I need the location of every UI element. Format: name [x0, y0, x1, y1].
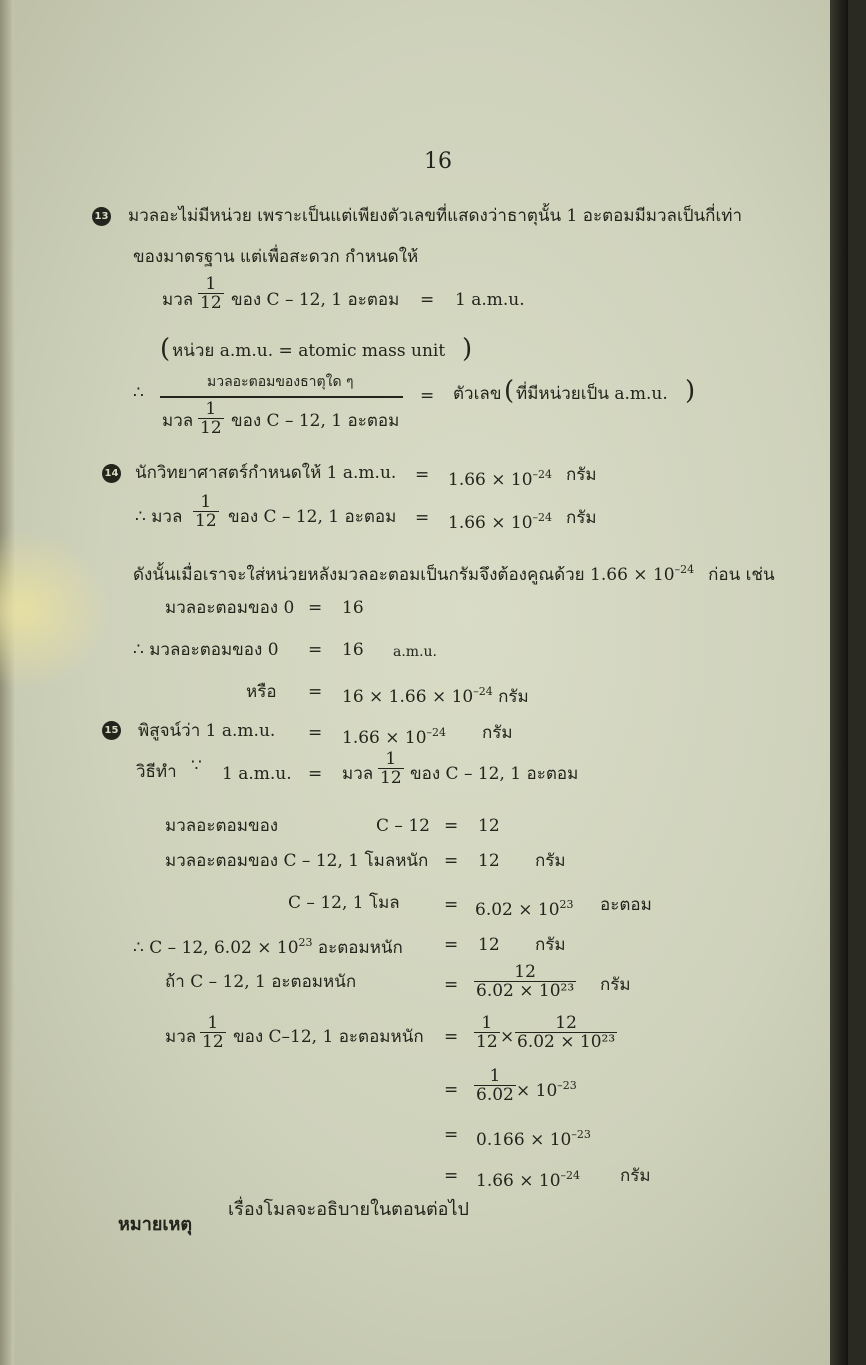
fraction-numerator: 1 — [205, 399, 217, 419]
fraction-numerator: 1 — [385, 749, 397, 769]
fraction-numerator: 1 — [481, 1013, 493, 1033]
equals-sign: = — [444, 1125, 459, 1145]
page-edge-shadow — [830, 0, 848, 1365]
fraction-denominator: 12 — [476, 1032, 498, 1052]
ratio-fraction-bar — [160, 396, 403, 398]
example-2-label: ∴ มวลอะตอมของ 0 — [133, 640, 279, 660]
page-number: 16 — [424, 149, 452, 174]
ratio-result: ตัวเลข — [453, 384, 502, 404]
fraction-numerator: 12 — [555, 1013, 577, 1033]
value-exponent: –24 — [426, 726, 447, 739]
close-paren: ) — [685, 376, 696, 406]
example-1-label: มวลอะตอมของ 0 — [165, 598, 295, 618]
row-9-unit: กรัม — [620, 1166, 651, 1186]
fraction-denominator: 6.02 — [476, 1085, 514, 1105]
equals-sign: = — [444, 895, 459, 915]
row-1-left: มวลอะตอมของ — [165, 816, 279, 836]
equals-sign: = — [308, 682, 323, 702]
value-base: 1.66 × 10 — [448, 513, 533, 533]
light-glare — [0, 530, 110, 690]
step-0-mid: มวล — [342, 764, 374, 784]
ratio-denominator-rest: ของ C – 12, 1 อะตอม — [231, 411, 400, 431]
row-6-left-rest: ของ C–12, 1 อะตอมหนัก — [233, 1027, 424, 1047]
fraction-denominator: 6.02 × 10²³ — [517, 1032, 616, 1052]
unit-note: หน่วย a.m.u. = atomic mass unit — [172, 341, 446, 361]
row-4-left-end: อะตอมหนัก — [317, 938, 403, 958]
fraction-one-twelfth — [378, 750, 404, 787]
row-7-fraction — [474, 1067, 516, 1104]
value-exponent: –24 — [532, 511, 553, 524]
value-base: 1.66 × 10 — [448, 470, 533, 490]
row-4-exponent: 23 — [298, 936, 313, 949]
equals-sign: = — [444, 1166, 459, 1186]
row-5-left: ถ้า C – 12, 1 อะตอมหนัก — [165, 972, 357, 992]
item-14-line-2-prefix: ∴ มวล — [135, 507, 183, 527]
value-exponent: –23 — [571, 1128, 591, 1141]
unit-grams: กรัม — [498, 687, 529, 707]
row-6-fraction — [515, 1014, 617, 1051]
value-exponent: –24 — [473, 685, 493, 698]
value-exponent: –24 — [532, 468, 553, 481]
example-3-value — [342, 682, 529, 707]
line-3-exponent: –24 — [674, 563, 695, 576]
row-7-tail — [516, 1076, 577, 1101]
row-5-unit: กรัม — [600, 975, 631, 995]
fraction-numerator: 1 — [207, 1013, 219, 1033]
fraction-denominator: 12 — [380, 768, 402, 788]
fraction-numerator: 1 — [205, 274, 217, 294]
row-2-value: 12 — [478, 851, 500, 871]
row-4-value: 12 — [478, 935, 500, 955]
item-13-bullet: 13 — [92, 207, 111, 226]
example-2-value: 16 — [342, 640, 364, 660]
open-paren: ( — [160, 334, 171, 364]
value-exponent: 23 — [559, 898, 574, 911]
fraction-numerator: 1 — [489, 1066, 501, 1086]
item-14-line-1: นักวิทยาศาสตร์กำหนดให้ 1 a.m.u. — [135, 463, 397, 483]
item-14-line-2-rest: ของ C – 12, 1 อะตอม — [228, 507, 397, 527]
row-3-left: C – 12, 1 โมล — [288, 893, 400, 913]
ratio-denominator-prefix: มวล — [162, 411, 194, 431]
row-9-value — [476, 1166, 580, 1191]
value-exponent: –23 — [557, 1079, 577, 1092]
example-2-unit: a.m.u. — [393, 644, 437, 660]
item-13-line-1: มวลอะไม่มีหน่วย เพราะเป็นแต่เพียงตัวเลขที่แสดงว่าธาตุนั้น 1 อะตอมมีมวลเป็นกี่เท่า — [128, 206, 743, 226]
value-base: × 10 — [516, 1081, 558, 1101]
ratio-note: ที่มีหน่วยเป็น a.m.u. — [516, 384, 668, 404]
row-4-left — [133, 933, 403, 958]
def-prefix: มวล — [162, 290, 194, 310]
fraction-denominator: 6.02 × 10²³ — [476, 981, 575, 1001]
equals-sign: = — [308, 723, 323, 743]
ratio-equals: = — [420, 386, 435, 406]
fraction-one-twelfth — [193, 493, 219, 530]
line-3-end: ก่อน เช่น — [708, 565, 775, 585]
fraction-numerator: 1 — [200, 492, 212, 512]
line-3-text: ดังนั้นเมื่อเราจะใส่หน่วยหลังมวลอะตอมเป็นกรัมจึงต้องคูณด้วย 1.66 × 10 — [133, 565, 675, 585]
value-base: 1.66 × 10 — [476, 1171, 561, 1191]
equals-sign: = — [444, 975, 459, 995]
open-paren: ( — [504, 376, 515, 406]
fraction-denominator: 12 — [200, 418, 222, 438]
fraction-denominator: 12 — [202, 1032, 224, 1052]
unit-grams: กรัม — [566, 465, 597, 485]
item-15-line-1: พิสูจน์ว่า 1 a.m.u. — [138, 721, 276, 741]
equals-sign: = — [308, 764, 323, 784]
unit-grams: กรัม — [566, 508, 597, 528]
item-14-line-3 — [133, 560, 775, 585]
equals-sign: = — [308, 598, 323, 618]
ratio-numerator: มวลอะตอมของธาตุใด ๆ — [207, 374, 354, 390]
def-equals: = — [420, 290, 435, 310]
note-text: เรื่องโมลจะอธิบายในตอนต่อไป — [228, 1199, 469, 1220]
example-1-value: 16 — [342, 598, 364, 618]
fraction-denominator: 12 — [200, 293, 222, 313]
def-value: 1 a.m.u. — [455, 290, 525, 310]
unit-grams: กรัม — [482, 723, 513, 743]
row-4-unit: กรัม — [535, 935, 566, 955]
equals-sign: = — [444, 1027, 459, 1047]
row-5-fraction — [474, 963, 576, 1000]
equals-sign: = — [444, 935, 459, 955]
fraction-one-twelfth — [474, 1014, 500, 1051]
item-13-line-2: ของมาตรฐาน แต่เพื่อสะดวก กำหนดให้ — [133, 247, 419, 267]
fraction-one-twelfth — [198, 275, 224, 312]
value-base: 16 × 1.66 × 10 — [342, 687, 474, 707]
fraction-denominator: 12 — [195, 511, 217, 531]
note-label: หมายเหตุ — [118, 1214, 193, 1235]
times-sign: × — [500, 1027, 515, 1047]
step-0-rest: ของ C – 12, 1 อะตอม — [410, 764, 579, 784]
value-base: 1.66 × 10 — [342, 728, 427, 748]
def-rest: ของ C – 12, 1 อะตอม — [231, 290, 400, 310]
fraction-one-twelfth — [200, 1014, 226, 1051]
equals-sign: = — [444, 851, 459, 871]
row-8-value — [476, 1125, 591, 1150]
row-2-unit: กรัม — [535, 851, 566, 871]
row-2-left: มวลอะตอมของ C – 12, 1 โมลหนัก — [165, 851, 429, 871]
fraction-numerator: 12 — [514, 962, 536, 982]
row-6-left-prefix: มวล — [165, 1027, 197, 1047]
therefore-symbol: ∴ — [133, 383, 144, 403]
value-base: 0.166 × 10 — [476, 1130, 572, 1150]
example-3-label: หรือ — [246, 682, 277, 702]
close-paren: ) — [462, 334, 473, 364]
equals-sign: = — [444, 1080, 459, 1100]
item-14-value — [448, 465, 552, 490]
equals-sign: = — [444, 816, 459, 836]
row-3-value — [475, 895, 574, 920]
equals-sign: = — [415, 508, 430, 528]
equals-sign: = — [308, 640, 323, 660]
method-label: วิธีทำ — [136, 762, 177, 782]
equals-sign: = — [415, 465, 430, 485]
fraction-one-twelfth — [198, 400, 224, 437]
value-base: 6.02 × 10 — [475, 900, 560, 920]
row-1-mid: C – 12 — [376, 816, 430, 836]
value-exponent: –24 — [560, 1169, 581, 1182]
because-symbol: ∵ — [191, 756, 202, 776]
row-3-unit: อะตอม — [600, 895, 652, 915]
item-14-value — [448, 508, 552, 533]
item-15-value — [342, 723, 446, 748]
row-1-value: 12 — [478, 816, 500, 836]
step-0-left: 1 a.m.u. — [222, 764, 292, 784]
item-15-bullet: 15 — [102, 721, 121, 740]
item-14-bullet: 14 — [102, 464, 121, 483]
row-4-left-text: ∴ C – 12, 6.02 × 10 — [133, 938, 299, 958]
